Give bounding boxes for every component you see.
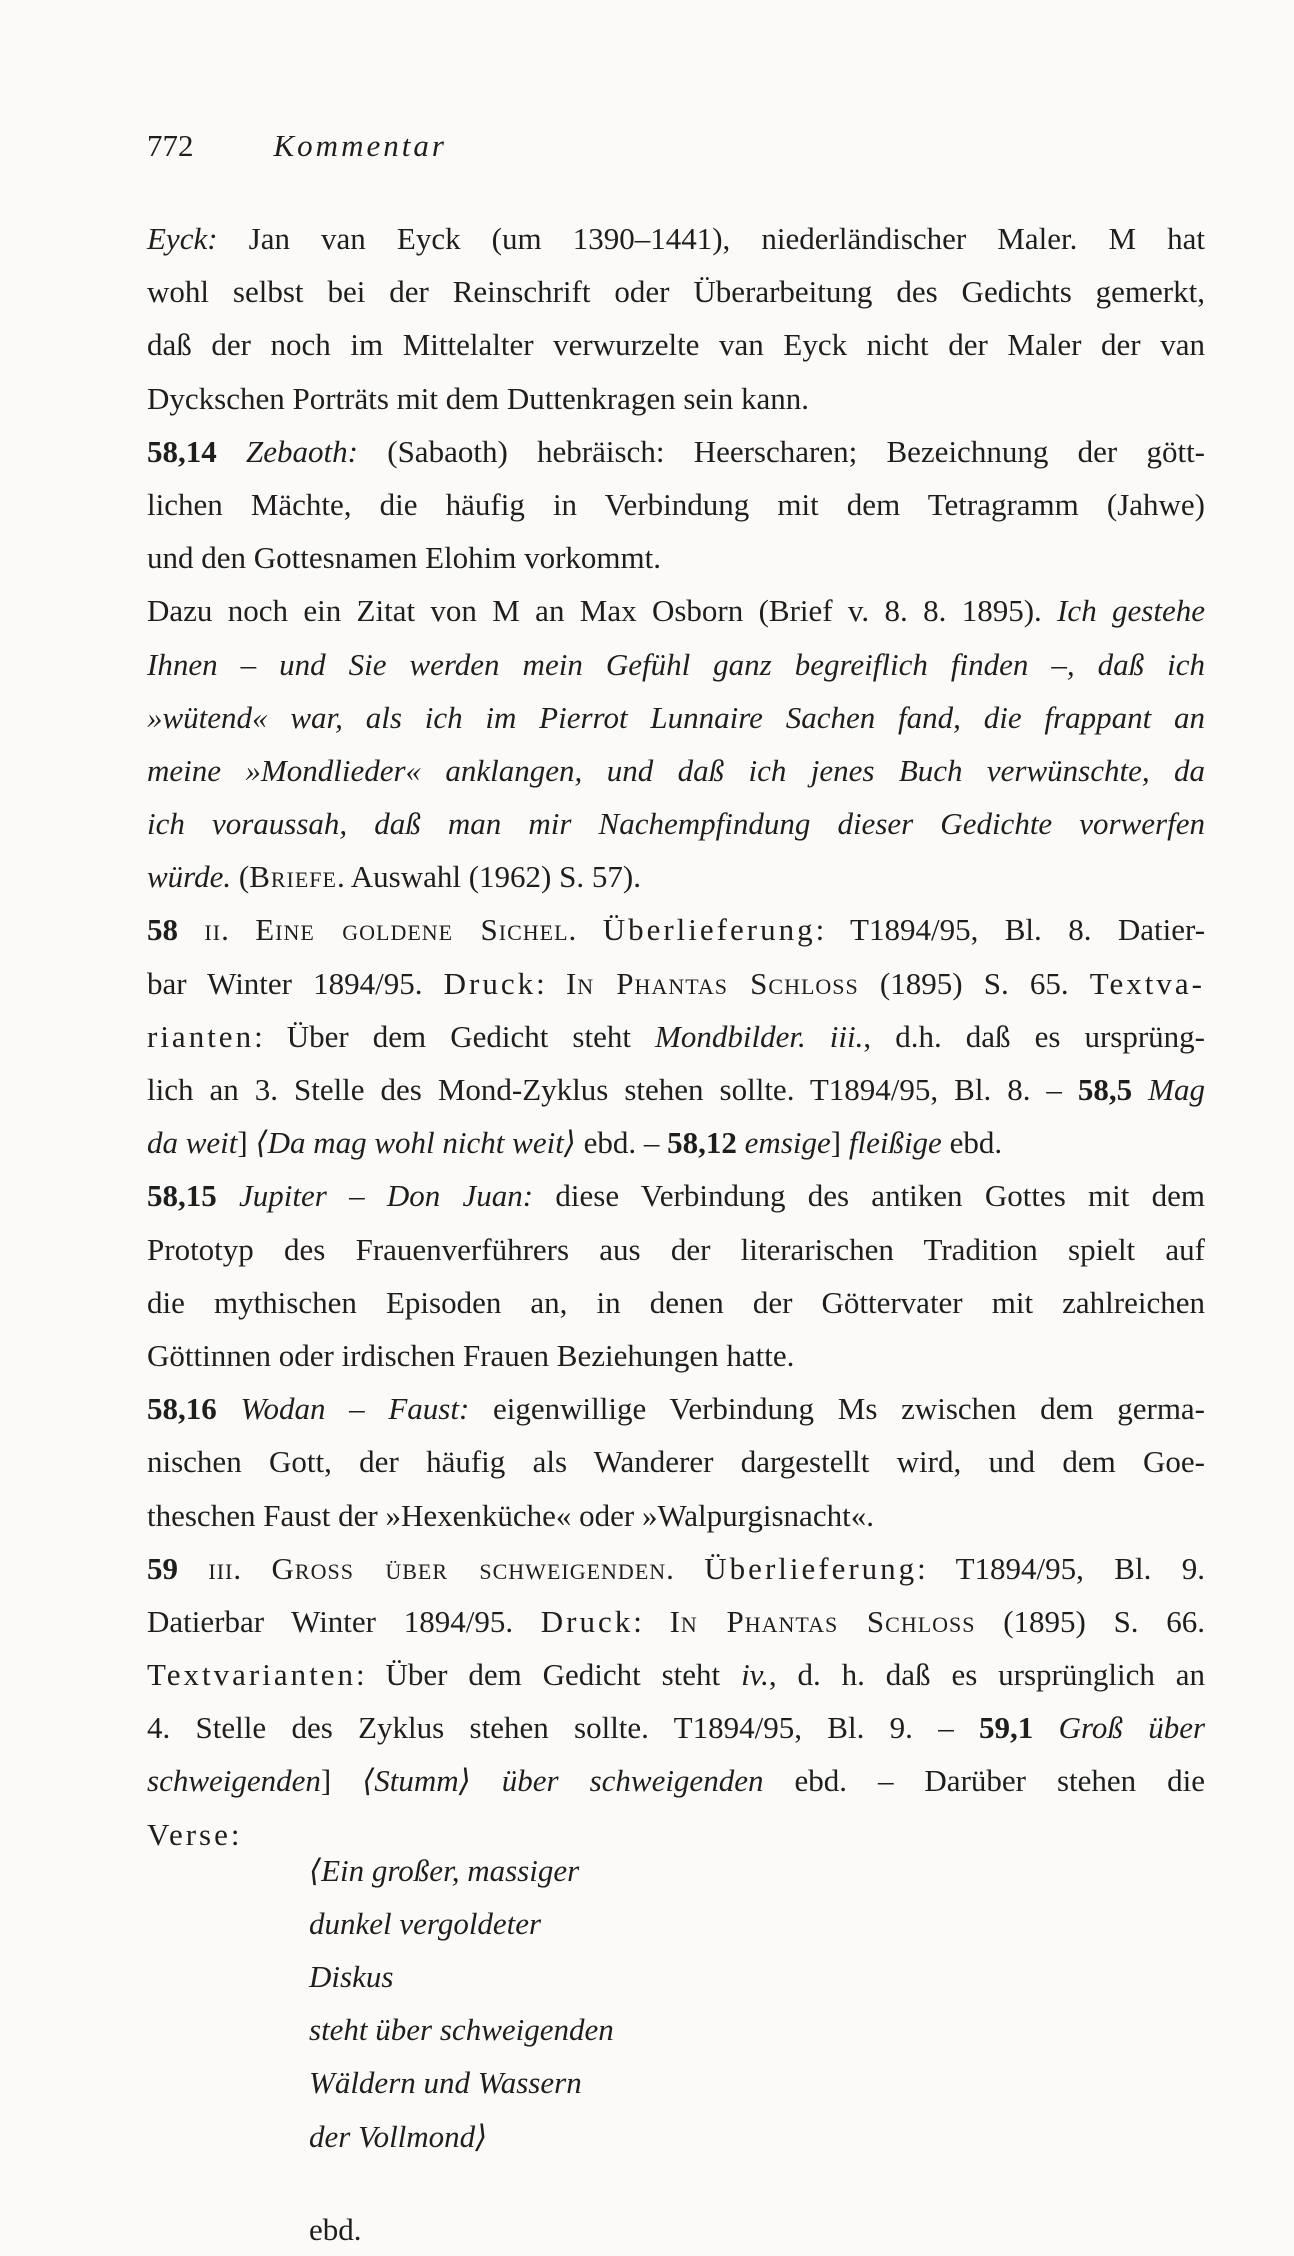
text-line: würde. (Briefe. Auswahl (1962) S. 57). (147, 859, 641, 895)
text-line: Textvarianten: Über dem Gedicht steht iv., d. h. daß es ursprünglich an (147, 1657, 1205, 1693)
verse-line: steht über schweigenden (309, 2012, 614, 2048)
text-line: Dyckschen Porträts mit dem Duttenkragen sein kann. (147, 380, 810, 416)
text-line: 58,14 Zebaoth: (Sabaoth) hebräisch: Heerscharen; Bezeichnung der gött- (147, 433, 1206, 469)
text-line: die mythischen Episoden an, in denen der Göttervater mit zahlreichen (147, 1284, 1205, 1320)
text-line: Göttinnen oder irdischen Frauen Beziehungen hatte. (147, 1337, 795, 1373)
text-line: Ihnen – und Sie werden mein Gefühl ganz begreiflich finden –, daß ich (147, 646, 1205, 682)
text-line: da weit] ⟨Da mag wohl nicht weit⟩ ebd. – 58,12 emsige] fleißige ebd. (147, 1125, 1003, 1161)
text-line: Verse: (147, 1816, 243, 1852)
text-line: schweigenden] ⟨Stumm⟩ über schweigenden ebd. – Darüber stehen die (147, 1763, 1205, 1799)
text-line: Prototyp des Frauenverführers aus der literarischen Tradition spielt auf (147, 1231, 1205, 1267)
text-line: theschen Faust der »Hexenküche« oder »Walpurgisnacht«. (147, 1497, 874, 1533)
text-line: 4. Stelle des Zyklus stehen sollte. T1894/95, Bl. 9. – 59,1 Groß über (147, 1710, 1206, 1746)
text-line: rianten: Über dem Gedicht steht Mondbilder. iii., d.h. daß es ursprüng- (147, 1018, 1205, 1054)
text-line: 58 ii. Eine goldene Sichel. Überlieferung: T1894/95, Bl. 8. Datier- (147, 912, 1206, 948)
page-header (147, 128, 447, 164)
text-line: lichen Mächte, die häufig in Verbindung mit dem Tetragramm (Jahwe) (147, 486, 1205, 522)
verse-line: dunkel vergoldeter (309, 1905, 542, 1941)
text-line: 58,15 Jupiter – Don Juan: diese Verbindung des antiken Gottes mit dem (147, 1178, 1206, 1214)
text-line: meine »Mondlieder« anklangen, und daß ich jenes Buch verwünschte, da (147, 752, 1205, 788)
text-line: »wütend« war, als ich im Pierrot Lunnaire Sachen fand, die frappant an (147, 699, 1205, 735)
verse-line: Diskus (309, 1959, 394, 1994)
text-line: bar Winter 1894/95. Druck: In Phantas Schloss (1895) S. 65. Textva- (147, 965, 1205, 1001)
text-line: 58,16 Wodan – Faust: eigenwillige Verbindung Ms zwischen dem germa- (147, 1391, 1206, 1427)
page-number: 772 (147, 128, 194, 163)
closing-reference: ebd. (309, 2211, 362, 2247)
text-line: lich an 3. Stelle des Mond-Zyklus stehen sollte. T1894/95, Bl. 8. – 58,5 Mag (147, 1072, 1205, 1107)
text-line: Eyck: Jan van Eyck (um 1390–1441), niederländischer Maler. M hat (147, 221, 1205, 256)
commentary-body (147, 212, 1205, 2256)
text-line: 59 iii. Gross über schweigenden. Überlieferung: T1894/95, Bl. 9. (147, 1550, 1205, 1586)
text-line: ich voraussah, daß man mir Nachempfindung dieser Gedichte vorwerfen (147, 806, 1205, 842)
verse-line: Wäldern und Wassern (309, 2065, 582, 2101)
text-line: und den Gottesnamen Elohim vorkommt. (147, 540, 662, 576)
text-line: Dazu noch ein Zitat von M an Max Osborn (Brief v. 8. 8. 1895). Ich gestehe (147, 593, 1205, 629)
quoted-verse (147, 1844, 1205, 2163)
text-line: daß der noch im Mittelalter verwurzelte van Eyck nicht der Maler der van (147, 327, 1205, 363)
text-line: Datierbar Winter 1894/95. Druck: In Phantas Schloss (1895) S. 66. (147, 1603, 1206, 1639)
text-line: wohl selbst bei der Reinschrift oder Überarbeitung des Gedichts gemerkt, (147, 274, 1205, 310)
running-title: Kommentar (273, 128, 447, 163)
verse-line: der Vollmond⟩ (309, 2118, 488, 2154)
text-line: nischen Gott, der häufig als Wanderer dargestellt wird, und dem Goe- (147, 1444, 1205, 1480)
verse-line: ⟨Ein großer, massiger (309, 1852, 580, 1888)
